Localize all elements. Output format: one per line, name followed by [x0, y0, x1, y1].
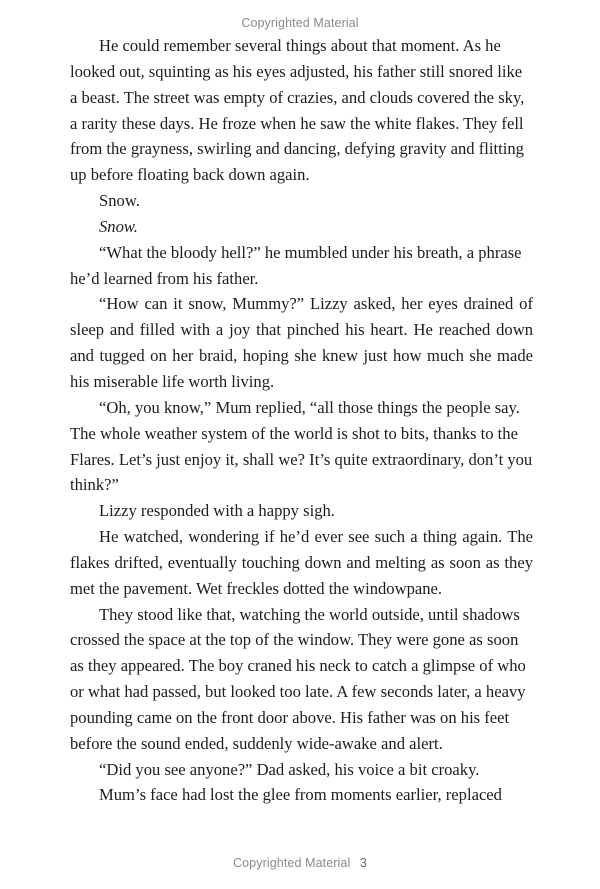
- body-text: [70, 33, 533, 808]
- paragraph: They stood like that, watching the world outside, until shadows crossed the space at the top of the window. They were gone as soon as they appeared. The boy craned his neck to catch a glimpse of who or what had passed, but looked too late. A few seconds later, a heavy pounding came on the front door above. His father was on his feet before the sound ended, suddenly wide-awake and alert.: [70, 604, 526, 753]
- paragraph-italic: Snow.: [99, 216, 138, 236]
- paragraph: Snow.: [99, 191, 140, 211]
- watermark-text: Copyrighted Material: [233, 856, 351, 870]
- paragraph: Mum’s face had lost the glee from moments earlier, replaced: [99, 785, 502, 805]
- paragraph: “Oh, you know,” Mum replied, “all those things the people say. The whole weather system of the world is shot to bits, thanks to the Flares. Let’s just enjoy it, shall we? It’s quite extraordinary, don’t you think?”: [70, 397, 533, 495]
- copyright-watermark-bottom: [0, 856, 600, 870]
- paragraph: “Did you see anyone?” Dad asked, his voice a bit croaky.: [99, 759, 480, 779]
- paragraph: “How can it snow, Mummy?” Lizzy asked, her eyes drained of sleep and filled with a joy that pinched his heart. He reached down and tugged on her braid, hoping she knew just how much she made his miserable life worth living.: [70, 294, 533, 391]
- paragraph: He could remember several things about that moment. As he looked out, squinting as his eyes adjusted, his father still snored like a beast. The street was empty of crazies, and clouds covered the sky, a rarity these days. He froze when he saw the white flakes. They fell from the grayness, swirling and dancing, defying gravity and flitting up before floating back down again.: [70, 36, 525, 185]
- paragraph: Lizzy responded with a happy sigh.: [99, 501, 335, 521]
- copyright-watermark-top: Copyrighted Material: [241, 16, 359, 30]
- page-number: 3: [359, 856, 367, 870]
- paragraph: He watched, wondering if he’d ever see such a thing again. The flakes drifted, eventually touching down and melting as soon as they met the pavement. Wet freckles dotted the windowpane.: [70, 527, 533, 598]
- paragraph: “What the bloody hell?” he mumbled under his breath, a phrase he’d learned from his father.: [70, 242, 522, 288]
